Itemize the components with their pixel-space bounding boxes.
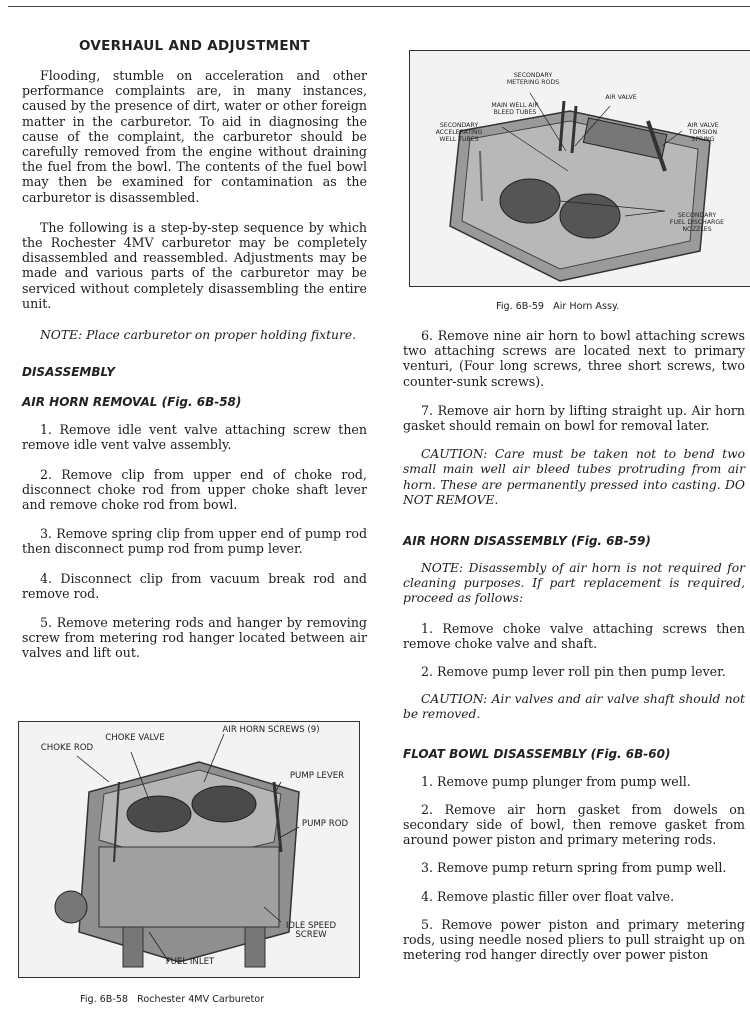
secondary-accelerating-well-tubes-label: SECONDARY ACCELERATING WELL TUBES bbox=[435, 122, 483, 143]
secondary-fuel-discharge-nozzles-label: SECONDARY FUEL DISCHARGE NOZZLES bbox=[669, 212, 725, 233]
fuel-inlet-label: FUEL INLET bbox=[165, 957, 215, 967]
air-horn-screws-label: AIR HORN SCREWS (9) bbox=[222, 725, 320, 735]
choke-valve-label: CHOKE VALVE bbox=[105, 733, 165, 743]
intro-paragraph-1: Flooding, stumble on acceleration and other performance complaints are, in many instances, caused by the presence of dirt, water or other foreign matter in the carburetor. To aid in diagnosing the cause of the complaint, the carburetor should be carefully removed from the engine without draining the fuel from the bowl. The contents of the fuel bowl may then be examined for contamination as the carburetor is disassembled. bbox=[22, 68, 367, 205]
pump-lever-label: PUMP LEVER bbox=[289, 771, 345, 781]
carburetor-photo bbox=[18, 721, 360, 978]
holding-fixture-note: NOTE: Place carburetor on proper holding fixture. bbox=[40, 328, 357, 343]
air-horn-step-2: 2. Remove pump lever roll pin then pump lever. bbox=[421, 664, 726, 680]
left-column bbox=[22, 38, 367, 661]
secondary-metering-rods-label: SECONDARY METERING RODS bbox=[506, 72, 560, 86]
main-well-air-bleed-tubes-label: MAIN WELL AIR BLEED TUBES bbox=[491, 102, 539, 116]
removal-step-3: 3. Remove spring clip from upper end of pump rod then disconnect pump rod from pump lever. bbox=[22, 526, 367, 557]
fig-6b-59-caption: Fig. 6B-59 Air Horn Assy. bbox=[496, 301, 620, 312]
removal-step-1: 1. Remove idle vent valve attaching screw then remove idle vent valve assembly. bbox=[22, 422, 367, 453]
caution-air-valves: CAUTION: Air valves and air valve shaft should not be removed. bbox=[403, 692, 745, 722]
air-valve-label: AIR VALVE bbox=[605, 94, 637, 101]
caution-air-bleed-tubes: CAUTION: Care must be taken not to bend two small main well air bleed tubes protruding from air horn. These are permanently pressed into casting. DO NOT REMOVE. bbox=[403, 447, 745, 507]
removal-step-6: 6. Remove nine air horn to bowl attaching screws two attaching screws are located next to primary venturi, (Four long screws, three short screws, two counter-sunk screws). bbox=[403, 328, 745, 389]
float-bowl-disassembly-heading: FLOAT BOWL DISASSEMBLY (Fig. 6B-60) bbox=[403, 746, 671, 761]
top-rule bbox=[8, 6, 750, 7]
removal-step-4: 4. Disconnect clip from vacuum break rod and remove rod. bbox=[22, 570, 367, 601]
float-bowl-step-2: 2. Remove air horn gasket from dowels on secondary side of bowl, then remove gasket from around power piston and primary metering rods. bbox=[403, 801, 745, 848]
float-bowl-step-5: 5. Remove power piston and primary metering rods, using needle nosed pliers to pull straight up on metering rod hanger directly over power piston bbox=[403, 916, 745, 963]
fig-6b-58-caption: Fig. 6B-58 Rochester 4MV Carburetor bbox=[80, 994, 265, 1005]
idle-speed-screw-label: IDLE SPEED SCREW bbox=[285, 921, 337, 941]
right-column bbox=[403, 328, 745, 962]
air-horn-illustration bbox=[410, 51, 750, 286]
disassembly-heading: DISASSEMBLY bbox=[22, 365, 115, 380]
page-heading: OVERHAUL AND ADJUSTMENT bbox=[78, 38, 311, 54]
air-horn-disassembly-note: NOTE: Disassembly of air horn is not required for cleaning purposes. If part replacement is required, proceed as follows: bbox=[403, 561, 745, 606]
float-bowl-step-1: 1. Remove pump plunger from pump well. bbox=[421, 773, 691, 789]
air-horn-removal-heading: AIR HORN REMOVAL (Fig. 6B-58) bbox=[22, 395, 242, 410]
float-bowl-step-4: 4. Remove plastic filler over float valve. bbox=[421, 888, 675, 904]
air-horn-assembly-photo bbox=[409, 50, 750, 287]
air-horn-disassembly-heading: AIR HORN DISASSEMBLY (Fig. 6B-59) bbox=[403, 534, 651, 549]
air-horn-step-1: 1. Remove choke valve attaching screws then remove choke valve and shaft. bbox=[403, 620, 745, 651]
float-bowl-step-3: 3. Remove pump return spring from pump well. bbox=[421, 860, 727, 876]
air-valve-torsion-spring-label: AIR VALVE TORSION SPRING bbox=[687, 122, 719, 143]
choke-rod-label: CHOKE ROD bbox=[40, 743, 94, 753]
removal-step-2: 2. Remove clip from upper end of choke rod, disconnect choke rod from upper choke shaft lever and remove choke rod from bowl. bbox=[22, 466, 367, 513]
pump-rod-label: PUMP ROD bbox=[301, 819, 349, 829]
removal-step-5: 5. Remove metering rods and hanger by removing screw from metering rod hanger located between air valves and lift out. bbox=[22, 615, 367, 661]
removal-step-7: 7. Remove air horn by lifting straight up. Air horn gasket should remain on bowl for removal later. bbox=[403, 402, 745, 434]
intro-paragraph-2: The following is a step-by-step sequence by which the Rochester 4MV carburetor may be completely disassembled and reassembled. Adjustments may be made and various parts of the carburetor may be serviced without completely disassembling the entire unit. bbox=[22, 219, 367, 311]
